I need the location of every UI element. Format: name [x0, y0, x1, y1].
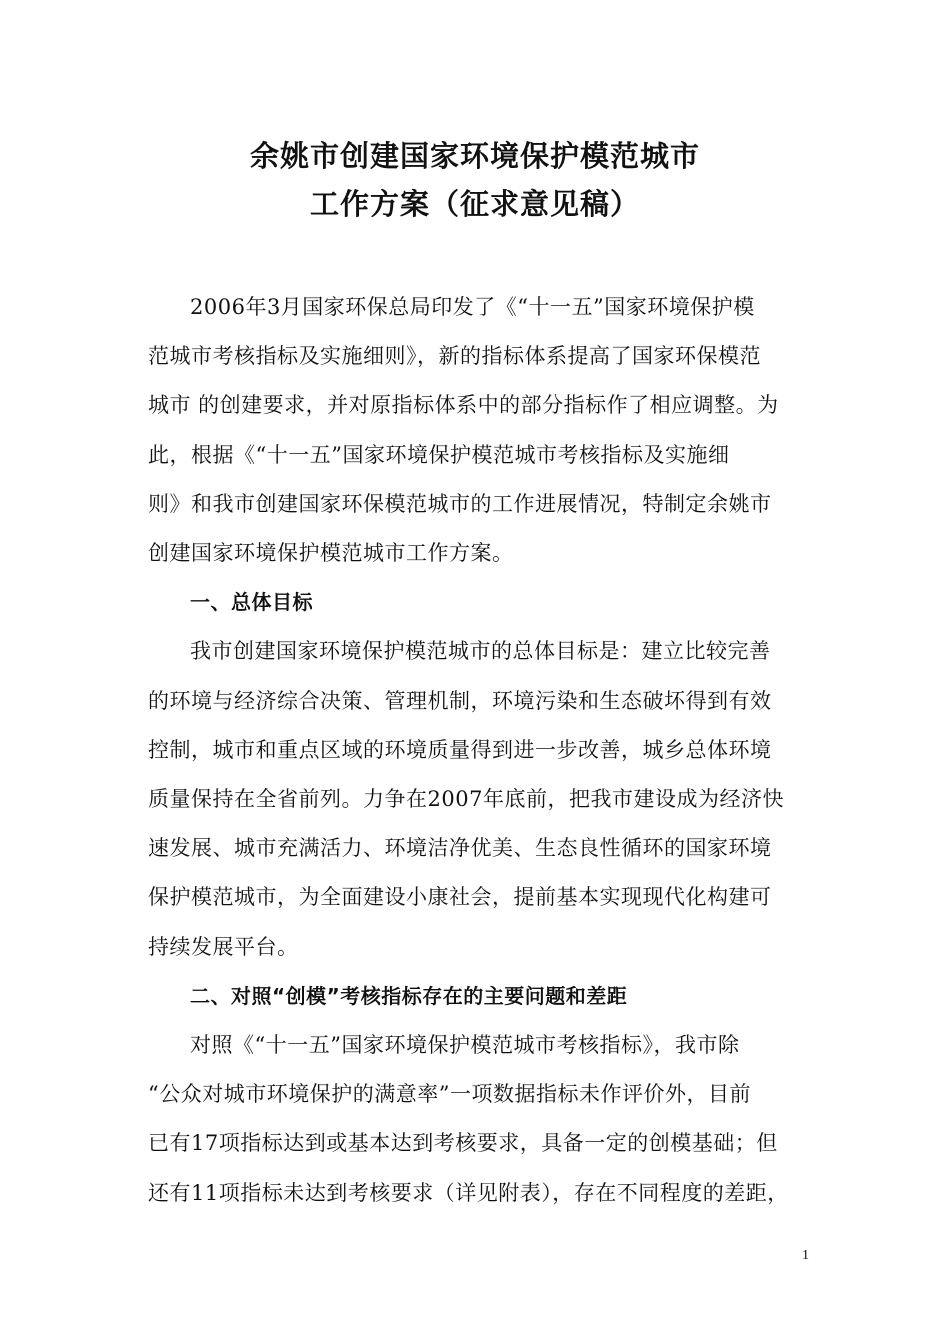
- text-line: “公众对城市环境保护的满意率”一项数据指标未作评价外，目前: [148, 1082, 751, 1107]
- paragraph-problems: [148, 1021, 812, 1218]
- document-title-line-2: 工作方案（征求意见稿）: [309, 187, 640, 221]
- text-line: 质量保持在全省前列。力争在2007年底前，把我市建设成为经济快: [148, 787, 784, 812]
- text-line: 保护模范城市，为全面建设小康社会，提前基本实现现代化构建可: [148, 885, 772, 910]
- section-heading-problems: 二、对照“创模”考核指标存在的主要问题和差距: [190, 983, 628, 1008]
- text-line: 此，根据《“十一五”国家环境保护模范城市考核指标及实施细: [148, 442, 730, 467]
- text-line: 已有17项指标达到或基本达到考核要求，具备一定的创模基础；但: [148, 1131, 778, 1156]
- text-line: 速发展、城市充满活力、环境洁净优美、生态良性循环的国家环境: [148, 836, 772, 861]
- text-line: 创建国家环境保护模范城市工作方案。: [148, 541, 514, 566]
- paragraph-intro: [148, 283, 812, 578]
- paragraph-overall-goal: [148, 627, 812, 971]
- text-line: 2006年3月国家环保总局印发了《“十一五”国家环境保护模: [190, 295, 755, 319]
- document-title-line-1: 余姚市创建国家环境保护模范城市: [249, 139, 700, 173]
- text-line: 则》和我市创建国家环保模范城市的工作进展情况，特制定余姚市: [148, 491, 772, 516]
- text-line: 控制，城市和重点区域的环境质量得到进一步改善，城乡总体环境: [148, 737, 772, 762]
- text-line: 我市创建国家环境保护模范城市的总体目标是：建立比较完善: [190, 639, 771, 664]
- text-line: 还有11项指标未达到考核要求（详见附表），存在不同程度的差距，: [148, 1180, 789, 1205]
- page-number: 1: [802, 1248, 809, 1263]
- text-line: 持续发展平台。: [148, 934, 299, 959]
- text-line: 的环境与经济综合决策、管理机制，环境污染和生态破坏得到有效: [148, 688, 772, 713]
- text-line: 范城市考核指标及实施细则》，新的指标体系提高了国家环保模范: [148, 344, 761, 369]
- text-line: 对照《“十一五”国家环境保护模范城市考核指标》，我市除: [190, 1033, 740, 1058]
- text-line: 城市 的创建要求，并对原指标体系中的部分指标作了相应调整。为: [148, 393, 779, 418]
- document-body: [148, 283, 812, 1218]
- section-heading-overall-goal: 一、总体目标: [190, 590, 313, 615]
